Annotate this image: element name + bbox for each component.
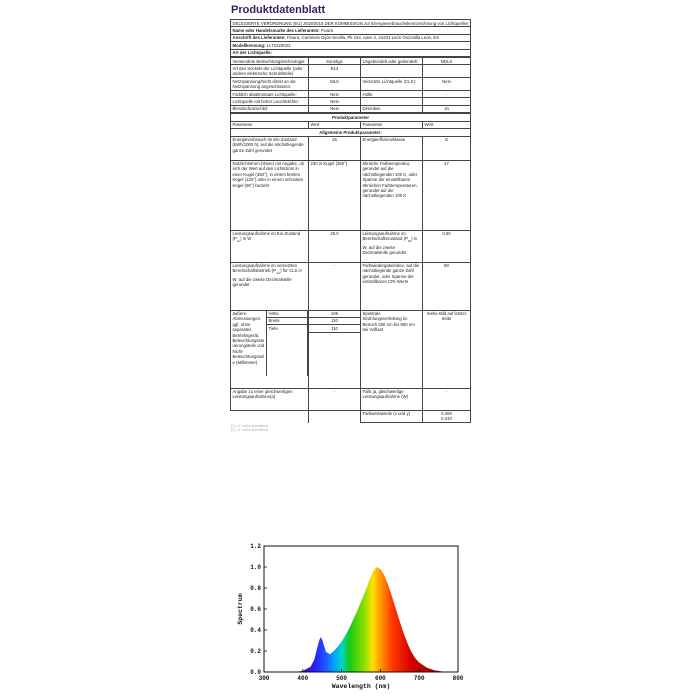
- y-axis-label: Spectrum: [237, 593, 244, 625]
- y-tick-label: 0.6: [250, 606, 261, 613]
- type-cell-v2: [423, 65, 471, 78]
- type-cell-v2: Nein: [423, 78, 471, 91]
- pnet-label: Leistungsaufnahme im vernetzten Bereitschaftsbetrieb $(P_{net})$ für CLS in W, auf die zweite Dezimalstelle gerundet: [231, 262, 309, 310]
- height-label: Höhe: [267, 311, 308, 318]
- type-cell-v2: Ja: [423, 105, 471, 112]
- spd-value: Siehe Bild auf letzter Seite: [423, 310, 471, 388]
- type-cell-v1: Nein: [309, 91, 361, 98]
- dimensions-values: [309, 310, 361, 388]
- y-tick-label: 0.0: [250, 669, 261, 676]
- supplier-address-row: Anschrift des Lieferanten: Fioura, Carretera Gijón-Sevilla, Pk 154, nave 2, 24231 León Onzonilla León, ES: [231, 34, 471, 41]
- dimension-values-inner: [309, 311, 360, 333]
- spectrum-chart: [230, 536, 470, 696]
- params-table: [230, 113, 471, 423]
- type-cell-l1: Art des Sockels der Lichtquelle (oder andere elektrische Schnittstelle): [231, 65, 309, 78]
- type-cell-v2: [423, 98, 471, 105]
- type-cell-l2: Vernetzte Lichtquelle (CLS):: [361, 78, 423, 91]
- eclass-value: G: [423, 136, 471, 160]
- col-param-2: Parameter: [361, 121, 423, 128]
- type-cell-v1: Nein: [309, 98, 361, 105]
- model-row: Modellkennung: LLT2320022: [231, 42, 471, 49]
- psb-value: 0,00: [423, 230, 471, 262]
- x-tick-label: 700: [413, 675, 425, 682]
- type-cell-l1: Netzspannung/Nicht direkt an die Netzspannung angeschlossen:: [231, 78, 309, 91]
- chroma-values: 0,450 0,410: [423, 410, 471, 423]
- y-tick-label: 1.0: [250, 564, 261, 571]
- supplier-name-row: Name oder Handelsmarke des Lieferanten: Fioura: [231, 27, 471, 34]
- general-params-heading: Allgemeine Produktparameter:: [231, 129, 471, 136]
- sheet-title: Produktdatenblatt: [231, 4, 326, 16]
- type-cell-v1: Sonstige: [309, 58, 361, 65]
- dimensions-inner: [231, 311, 308, 377]
- equiv2-label: Falls ja, gleichwertige Leistungsaufnahme (W): [361, 388, 423, 410]
- flux-label: Nutzlichtstrom (Φuse) mit Angabe, ob sich der Wert auf den Lichtstrom in einer Kugel (360°), in einem breiten Kegel (120°) oder in einem schmalen Kegel (90°) bezieht: [231, 160, 309, 230]
- type-cell-l1: Farblich abstimmbare Lichtquelle:: [231, 91, 309, 98]
- type-cell-v1: E14: [309, 65, 361, 78]
- x-axis-label: Wavelength (nm): [331, 683, 391, 690]
- regulation-text: DELEGIERTE VERORDNUNG (EU) 2019/2015 DER KOMMISSION zur Energieverbrauchskennzeichnung von Lichtquellen: [231, 20, 471, 27]
- psb-label: Leistungsaufnahme im Bereitschaftszustand $(P_{sb})$ in W, auf die zweite Dezimalstelle gerundet: [361, 230, 423, 262]
- col-param: Parameter: [231, 121, 309, 128]
- dimensions-cell: [231, 310, 309, 388]
- footnote-1: (1) „0“ nicht zutreffend: [231, 424, 269, 429]
- cct-value: 27: [423, 160, 471, 230]
- x-tick-label: 400: [297, 675, 309, 682]
- pon-label: Leistungsaufnahme im Ein-Zustand $(P_{on})$ in W: [231, 230, 309, 262]
- cri-label: Farbwiedergabeindex, auf die nächstliegende ganze Zahl gerundet, oder Spanne der einstellbaren CRI-Werte: [361, 262, 423, 310]
- type-row: [231, 65, 471, 78]
- col-value: Wert: [309, 121, 361, 128]
- type-row: [231, 91, 471, 98]
- x-tick-label: 500: [336, 675, 348, 682]
- y-tick-label: 0.8: [250, 585, 261, 592]
- dims-label: äußere Abmessungen, ggf. ohne separates Betriebsgerät, Beleuchtungssteuerungsteile und Nicht-Beleuchtungsteile (Millimeter): [231, 311, 267, 377]
- spectrum-area: [295, 567, 450, 672]
- y-tick-label: 1.2: [250, 543, 261, 550]
- pnet-value: -: [309, 262, 361, 310]
- cri-value: 80: [423, 262, 471, 310]
- width-value: 110: [309, 317, 360, 324]
- info-table: [230, 19, 471, 57]
- y-tick-label: 0.4: [250, 627, 261, 634]
- type-row: [231, 78, 471, 91]
- equiv-value: -: [309, 388, 361, 410]
- y-tick-label: 0.2: [250, 648, 261, 655]
- product-data-sheet: [230, 4, 474, 433]
- x-tick-label: 300: [258, 675, 270, 682]
- pon-value: 25,0: [309, 230, 361, 262]
- equiv-label: Angabe zu einer gleichwertigen Leistungsaufnahme(a): [231, 388, 309, 410]
- energy-value: 25: [309, 136, 361, 160]
- type-row: [231, 58, 471, 65]
- type-cell-l1: Blendschutzschild:: [231, 105, 309, 112]
- energy-label: Energieverbrauch im Ein-Zustand (kWh/1000 h), auf die nächstliegende ganze Zahl gerundet: [231, 136, 309, 160]
- depth-label: Tiefe: [267, 325, 308, 377]
- type-table: [230, 57, 471, 113]
- params-title: Produktparameter: [231, 114, 471, 121]
- type-row: [231, 105, 471, 112]
- blank-cell-2: [309, 410, 361, 423]
- width-label: Breite: [267, 317, 308, 324]
- eclass-label: Energieeffizienzklasse: [361, 136, 423, 160]
- x-tick-label: 800: [452, 675, 464, 682]
- type-cell-v1: MLS: [309, 78, 361, 91]
- cct-label: ähnliche Farbtemperatur, gerundet auf die nächstliegenden 100 K, oder Spanne der einstellbaren ähnlichen Farbtemperaturen, gerundet auf die nächstliegenden 100 K: [361, 160, 423, 230]
- type-cell-l2: Dimmbar:: [361, 105, 423, 112]
- type-cell-l2: [361, 65, 423, 78]
- type-cell-v1: Nein: [309, 105, 361, 112]
- type-cell-l1: Lichtquelle mit hoher Leuchtdichte:: [231, 98, 309, 105]
- type-cell-l2: Ungebündelt oder gebündelt:: [361, 58, 423, 65]
- equiv2-value: -: [423, 388, 471, 410]
- type-cell-v2: NDLS: [423, 58, 471, 65]
- spd-label: Spektrale Strahlungsverteilung im Bereich 250 nm bis 800 nm bei Volllast: [361, 310, 423, 388]
- type-cell-l1: Verwendete Beleuchtungstechnologie:: [231, 58, 309, 65]
- type-cell-l2: [361, 98, 423, 105]
- depth-value: 110: [309, 325, 360, 332]
- height-value: 105: [309, 311, 360, 318]
- footnote-2: (2) „0“ nicht zutreffend: [231, 428, 269, 433]
- col-value-2: Wert: [423, 121, 471, 128]
- flux-value: 230 in Kugel (360°): [309, 160, 361, 230]
- chroma-label: Farbwertanteile (x und y): [361, 410, 423, 423]
- type-cell-v2: -: [423, 91, 471, 98]
- type-cell-l2: Hülle:: [361, 91, 423, 98]
- blank-cell: [231, 410, 309, 423]
- section-light-source-type: Art der Lichtquelle:: [231, 49, 471, 56]
- x-tick-label: 600: [374, 675, 386, 682]
- type-row: [231, 98, 471, 105]
